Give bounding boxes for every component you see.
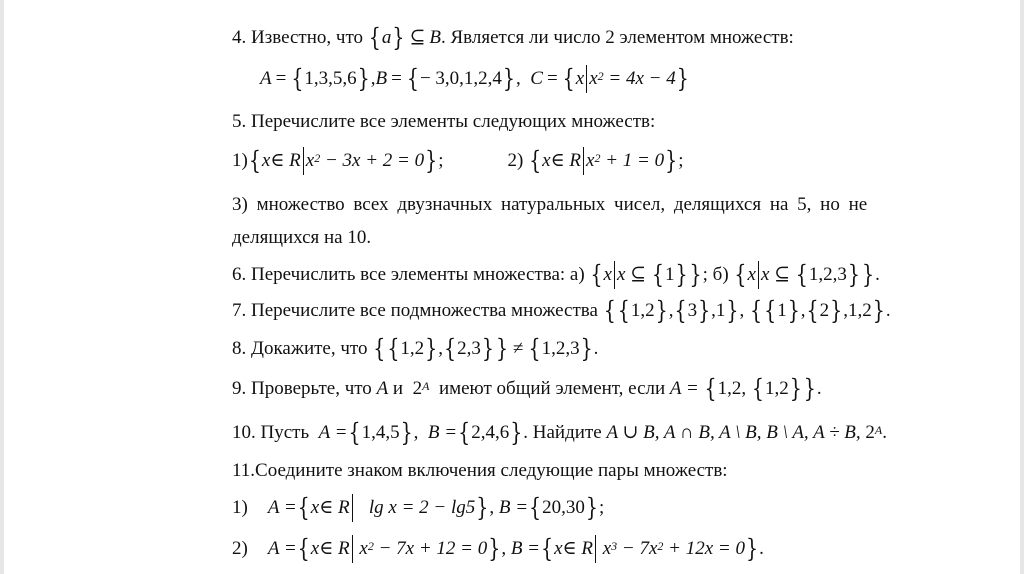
- problem-9: 9. Проверьте, что A и 2 $^A$ имеют общий элемент, если A = { 1,2, { 1,2 } } .: [232, 374, 822, 404]
- problem-5-item-3-line-2: делящихся на 10.: [232, 227, 372, 248]
- problem-5-title: 5. Перечислите все элементы следующих множеств:: [232, 111, 656, 132]
- problem-5-item-3-line-1: 3) множество всех двузначных натуральных чисел, делящихся на 5, но не: [232, 194, 868, 215]
- document-page: [232, 0, 892, 574]
- problem-11-title: 11.Соедините знаком включения следующие пары множеств:: [232, 460, 728, 481]
- problem-7: 7. Перечислите все подмножества множества { { 1,2 } , { 3 } ,1 } , { { 1 } , { 2 } ,1,2 } .: [232, 296, 891, 326]
- problem-5-items-1-2: 1) { x∈ R x $^2$ − 3x + 2 = 0 } ; 2) { x∈ R x $^2$ + 1 = 0 } ;: [232, 146, 684, 176]
- problem-8: 8. Докажите, что { { 1,2 } , { 2,3 } } ≠ { 1,2,3 } .: [232, 334, 599, 364]
- problem-11-item-1: 1) A = { x∈ R lg x = 2 − lg5 } , B = { 20,30 } ;: [232, 493, 605, 523]
- left-edge: [0, 0, 4, 574]
- problem-4-sets: A = { 1,3,5,6 } , B = { − 3,0,1,2,4 } , C = { x x $^2$ = 4x − 4 }: [260, 64, 689, 94]
- problem-4-line-1: 4. Известно, что { a } ⊆ B . Является ли число 2 элементом множеств:: [232, 23, 794, 53]
- problem-11-item-2: 2) A = { x∈ R x $^2$ − 7x + 12 = 0 } , B = { x∈ R x $^3$ − 7x $^2$ + 12x = 0 } .: [232, 534, 764, 564]
- problem-6: 6. Перечислить все элементы множества: а) { x x ⊆ { 1 } } ; б) { x x ⊆ { 1,2,3 } } .: [232, 260, 880, 290]
- right-edge: [1020, 0, 1024, 574]
- problem-10: 10. Пусть A = { 1,4,5 } , B = { 2,4,6 } . Найдите A ∪ B, A ∩ B, A \ B, B \ A, A ÷ B, 2 $^A$ .: [232, 418, 887, 448]
